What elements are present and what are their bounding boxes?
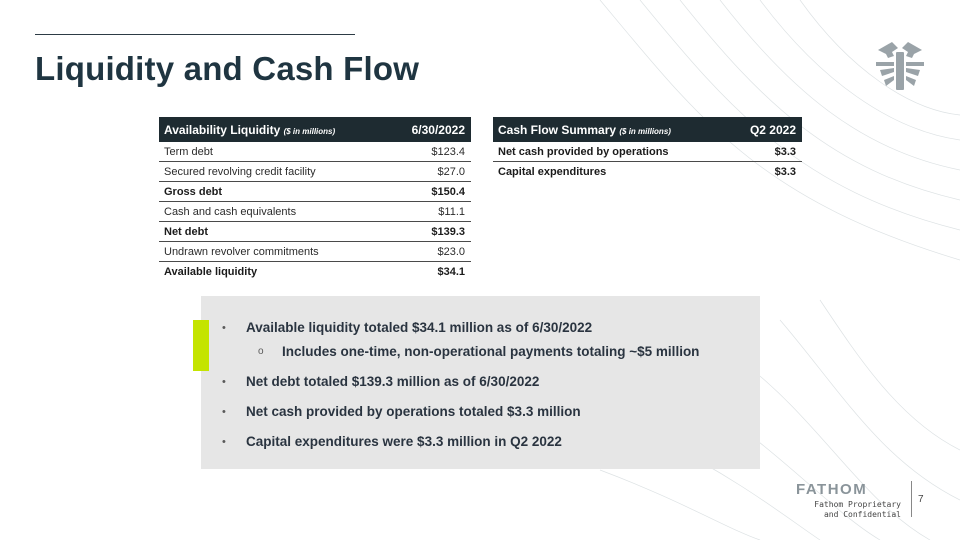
bullet-item: • Available liquidity totaled $34.1 million as of 6/30/2022	[222, 318, 699, 338]
fathom-wordmark	[796, 481, 902, 495]
table-row	[493, 142, 802, 162]
row-value: $3.3	[774, 165, 796, 178]
bullet-dot-icon: •	[222, 406, 226, 418]
cash-flow-header-period: Q2 2022	[729, 117, 802, 142]
row-value: $123.4	[389, 142, 471, 162]
liquidity-table-header	[159, 117, 471, 142]
bullet-item: • Net debt totaled $139.3 million as of 6/30/2022	[222, 372, 699, 392]
row-label: Net debt	[159, 222, 389, 242]
footer-confidential-note: Fathom Proprietary and Confidential	[814, 500, 901, 519]
table-row	[159, 222, 471, 242]
accent-bar	[193, 320, 209, 371]
row-label: Secured revolving credit facility	[159, 162, 389, 182]
table-row	[493, 162, 802, 182]
sub-bullet-item: o Includes one-time, non-operational payments totaling ~$5 million	[222, 342, 699, 362]
svg-text:FATHOM: FATHOM	[796, 481, 868, 495]
cash-flow-table	[493, 117, 802, 181]
row-label: Undrawn revolver commitments	[159, 242, 389, 262]
row-value: $150.4	[389, 182, 471, 202]
row-label: Capital expenditures	[498, 165, 607, 178]
liquidity-table	[159, 117, 471, 281]
footer-divider	[911, 481, 912, 517]
sub-bullet-circle-icon: o	[258, 346, 264, 357]
liquidity-header-label: Availability Liquidity ($ in millions)	[159, 117, 389, 142]
cash-flow-header-label: Cash Flow Summary ($ in millions)	[493, 117, 729, 142]
page-number: 7	[918, 494, 924, 505]
row-value: $27.0	[389, 162, 471, 182]
table-row	[159, 202, 471, 222]
cash-flow-header-unit: ($ in millions)	[619, 126, 671, 136]
row-label: Gross debt	[159, 182, 389, 202]
row-value: $3.3	[729, 142, 802, 162]
table-row	[159, 262, 471, 282]
row-value: $34.1	[437, 265, 465, 278]
fathom-hammer-mark-icon	[872, 38, 928, 92]
bullet-item: • Capital expenditures were $3.3 million in Q2 2022	[222, 432, 699, 452]
liquidity-header-unit: ($ in millions)	[283, 126, 336, 136]
row-value: $23.0	[389, 242, 471, 262]
row-value: $11.1	[389, 202, 471, 222]
table-row	[159, 242, 471, 262]
bullet-dot-icon: •	[222, 436, 226, 448]
table-row	[159, 182, 471, 202]
bullet-dot-icon: •	[222, 376, 226, 388]
table-row	[159, 142, 471, 162]
cash-flow-table-header	[493, 117, 802, 142]
row-label: Net cash provided by operations	[493, 142, 729, 162]
bullet-dot-icon: •	[222, 322, 226, 334]
row-value: $139.3	[389, 222, 471, 242]
table-row	[159, 162, 471, 182]
liquidity-header-date: 6/30/2022	[389, 117, 471, 142]
summary-bullets	[222, 318, 699, 452]
row-label: Term debt	[159, 142, 389, 162]
title-rule	[35, 34, 355, 35]
page-title: Liquidity and Cash Flow	[35, 50, 420, 87]
row-label: Cash and cash equivalents	[159, 202, 389, 222]
bullet-item: • Net cash provided by operations totaled $3.3 million	[222, 402, 699, 422]
row-label: Available liquidity	[164, 265, 258, 278]
